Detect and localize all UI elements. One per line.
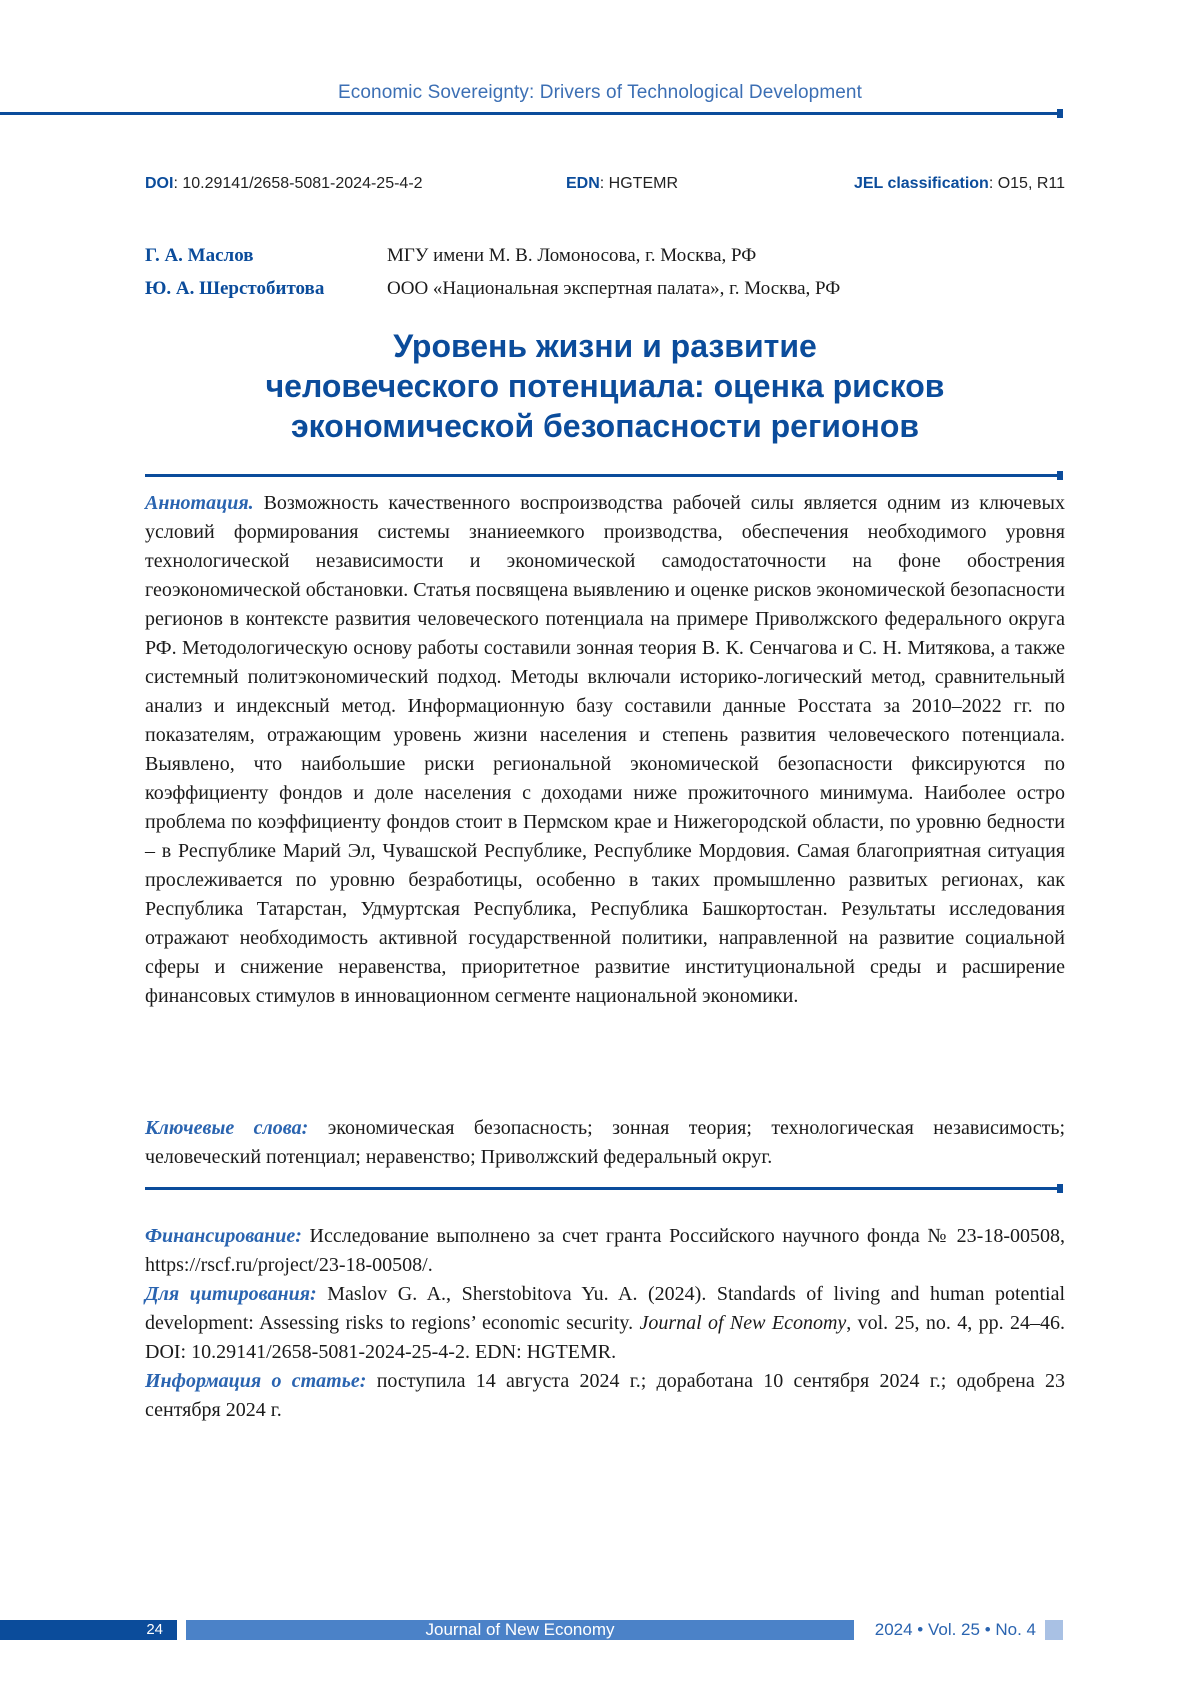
article-info-block <box>145 1222 1065 1425</box>
page-footer <box>0 1620 1200 1642</box>
keywords-label: Ключевые слова: <box>145 1117 308 1139</box>
author-name: Г. А. Маслов <box>145 239 253 272</box>
abstract <box>145 489 1065 1011</box>
keywords-rule <box>145 1187 1060 1190</box>
abstract-label: Аннотация. <box>145 492 254 514</box>
funding-text: Исследование выполнено за счет гранта Российского научного фонда № 23-18-00508, https://rscf.ru/project/23-18-00508/. <box>145 1225 1065 1276</box>
abstract-text: Возможность качественного воспроизводства рабочей силы является одним из ключевых условий формирования системы знаниеемкого производства, обеспечения необходимого уровня технологической независимости и экономической самодостаточности на фоне обострения геоэкономической обстановки. Статья посвящена выявлению и оценке рисков экономической безопасности регионов в контексте развития человеческого потенциала на примере Приволжского федерального округа РФ. Методологическую основу работы составили зонная теория В. К. Сенчагова и С. Н. Митякова, а также системный политэкономический подход. Методы включали историко-логический метод, сравнительный анализ и индексный метод. Информационную базу составили данные Росстата за 2010–2022 гг. по показателям, отражающим уровень жизни населения и степень развития человеческого потенциала. Выявлено, что наибольшие риски региональной экономической безопасности фиксируются по коэффициенту фондов и доле населения с доходами ниже прожиточного минимума. Наиболее остро проблема по коэффициенту фондов стоит в Пермском крае и Нижегородской области, по уровню бедности – в Республике Марий Эл, Чувашской Республике, Республике Мордовия. Самая благоприятная ситуация прослеживается по уровню безработицы, особенно в таких промышленно развитых регионах, как Республика Татарстан, Удмуртская Республика, Республика Башкортостан. Результаты исследования отражают необходимость активной государственной политики, направленной на развитие социальной сферы и снижение неравенства, приоритетное развитие институциональной среды и расширение финансовых стимулов в инновационном сегменте национальной экономики. <box>145 492 1065 1007</box>
author-list <box>145 239 1065 305</box>
keywords <box>145 1114 1065 1172</box>
author-row <box>145 239 1065 272</box>
author-affiliation: ООО «Национальная экспертная палата», г. Москва, РФ <box>387 272 840 305</box>
jel-classification: JEL classification: O15, R11 <box>854 175 1065 193</box>
running-header: Economic Sovereignty: Drivers of Technological Development <box>0 82 1200 104</box>
author-name: Ю. А. Шерстобитова <box>145 272 324 305</box>
doi: DOI: 10.29141/2658-5081-2024-25-4-2 <box>145 175 423 193</box>
article-meta <box>145 175 1065 199</box>
citation-text-end: , vol. 25, no. 4, pp. 24–46. DOI: 10.29141/2658-5081-2024-25-4-2. EDN: HGTEMR. <box>145 1312 1065 1363</box>
edn: EDN: HGTEMR <box>566 175 678 193</box>
citation-label: Для цитирования: <box>145 1283 317 1305</box>
title-rule <box>145 474 1060 477</box>
page-number: 24 <box>0 1620 177 1640</box>
title-line: человеческого потенциала: оценка рисков <box>145 366 1065 406</box>
citation <box>145 1280 1065 1367</box>
funding <box>145 1222 1065 1280</box>
title-line: экономической безопасности регионов <box>145 406 1065 446</box>
funding-label: Финансирование: <box>145 1225 302 1247</box>
article-info <box>145 1367 1065 1425</box>
title-line: Уровень жизни и развитие <box>145 326 1065 366</box>
article-info-label: Информация о статье: <box>145 1370 366 1392</box>
keywords-text: экономическая безопасность; зонная теория; технологическая независимость; человеческий потенциал; неравенство; Приволжский федеральный округ. <box>145 1117 1065 1168</box>
footer-issue: 2024 • Vol. 25 • No. 4 <box>864 1620 1036 1640</box>
footer-decoration <box>1045 1620 1063 1640</box>
citation-journal: Journal of New Economy <box>639 1312 846 1334</box>
author-row <box>145 272 1065 305</box>
citation-text: Maslov G. A., Sherstobitova Yu. A. (2024). Standards of living and human potential development: Assessing risks to regions’ economic security. <box>145 1283 1065 1334</box>
header-rule <box>0 112 1060 115</box>
footer-journal-name: Journal of New Economy <box>186 1620 854 1640</box>
article-info-text: поступила 14 августа 2024 г.; доработана 10 сентября 2024 г.; одобрена 23 сентября 2024 г. <box>145 1370 1065 1421</box>
article-title <box>145 326 1065 446</box>
author-affiliation: МГУ имени М. В. Ломоносова, г. Москва, РФ <box>387 239 756 272</box>
